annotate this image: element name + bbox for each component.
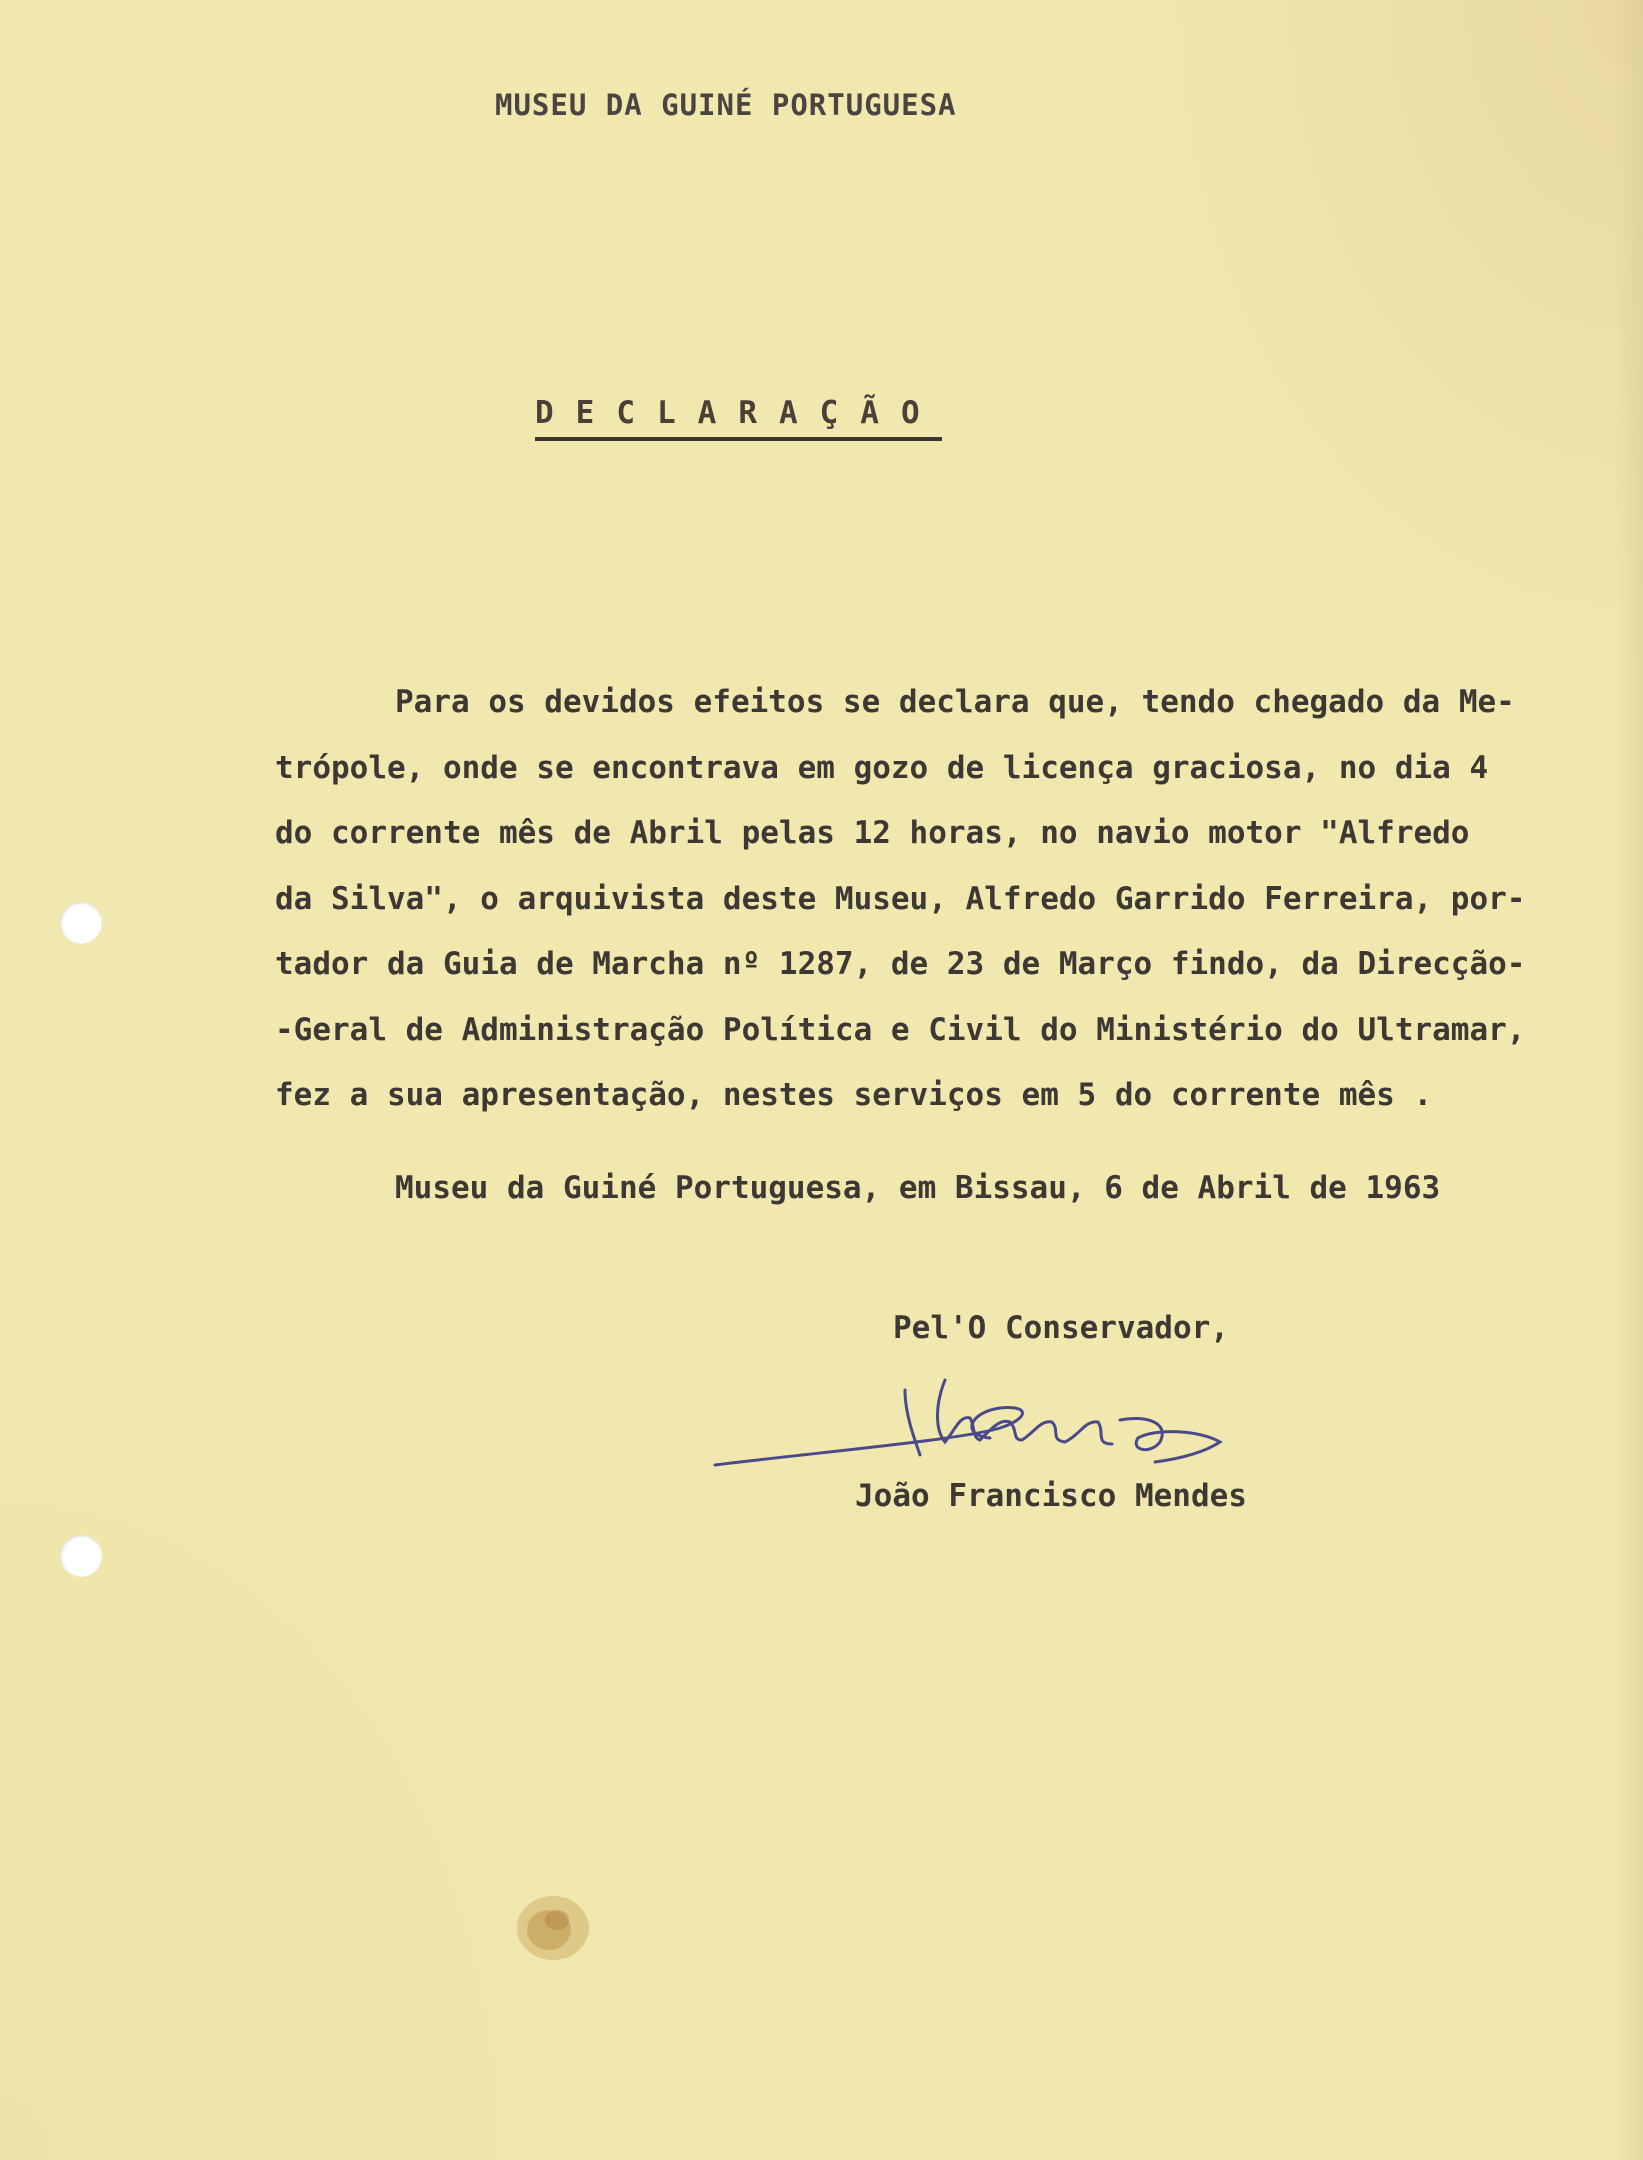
declaration-body: [275, 670, 1600, 1129]
signatory-role: Pel'O Conservador,: [893, 1310, 1229, 1346]
body-line: trópole, onde se encontrava em gozo de licença graciosa, no dia 4: [275, 749, 1489, 786]
signatory-name: João Francisco Mendes: [855, 1478, 1247, 1514]
paper-stain: [505, 1880, 600, 1975]
body-line: do corrente mês de Abril pelas 12 horas, no navio motor "Alfredo: [275, 815, 1470, 851]
body-line: -Geral de Administração Política e Civil do Ministério do Ultramar,: [275, 1011, 1526, 1048]
body-line: da Silva", o arquivista deste Museu, Alfredo Garrido Ferreira, por-: [275, 880, 1526, 917]
paper-edge-shadow: [1615, 0, 1643, 2160]
punch-hole-lower: [60, 1535, 102, 1577]
place-and-date: Museu da Guiné Portuguesa, em Bissau, 6 de Abril de 1963: [395, 1170, 1441, 1206]
body-line: Para os devidos efeitos se declara que, tendo chegado da Me-: [395, 684, 1515, 720]
punch-hole-upper: [60, 902, 102, 944]
institution-header: MUSEU DA GUINÉ PORTUGUESA: [495, 88, 957, 122]
body-line: tador da Guia de Marcha nº 1287, de 23 de Março findo, da Direcção-: [275, 946, 1526, 982]
document-title: DECLARAÇÃO: [535, 395, 942, 441]
handwritten-signature: [700, 1360, 1300, 1480]
body-line: fez a sua apresentação, nestes serviços em 5 do corrente mês .: [275, 1077, 1433, 1113]
